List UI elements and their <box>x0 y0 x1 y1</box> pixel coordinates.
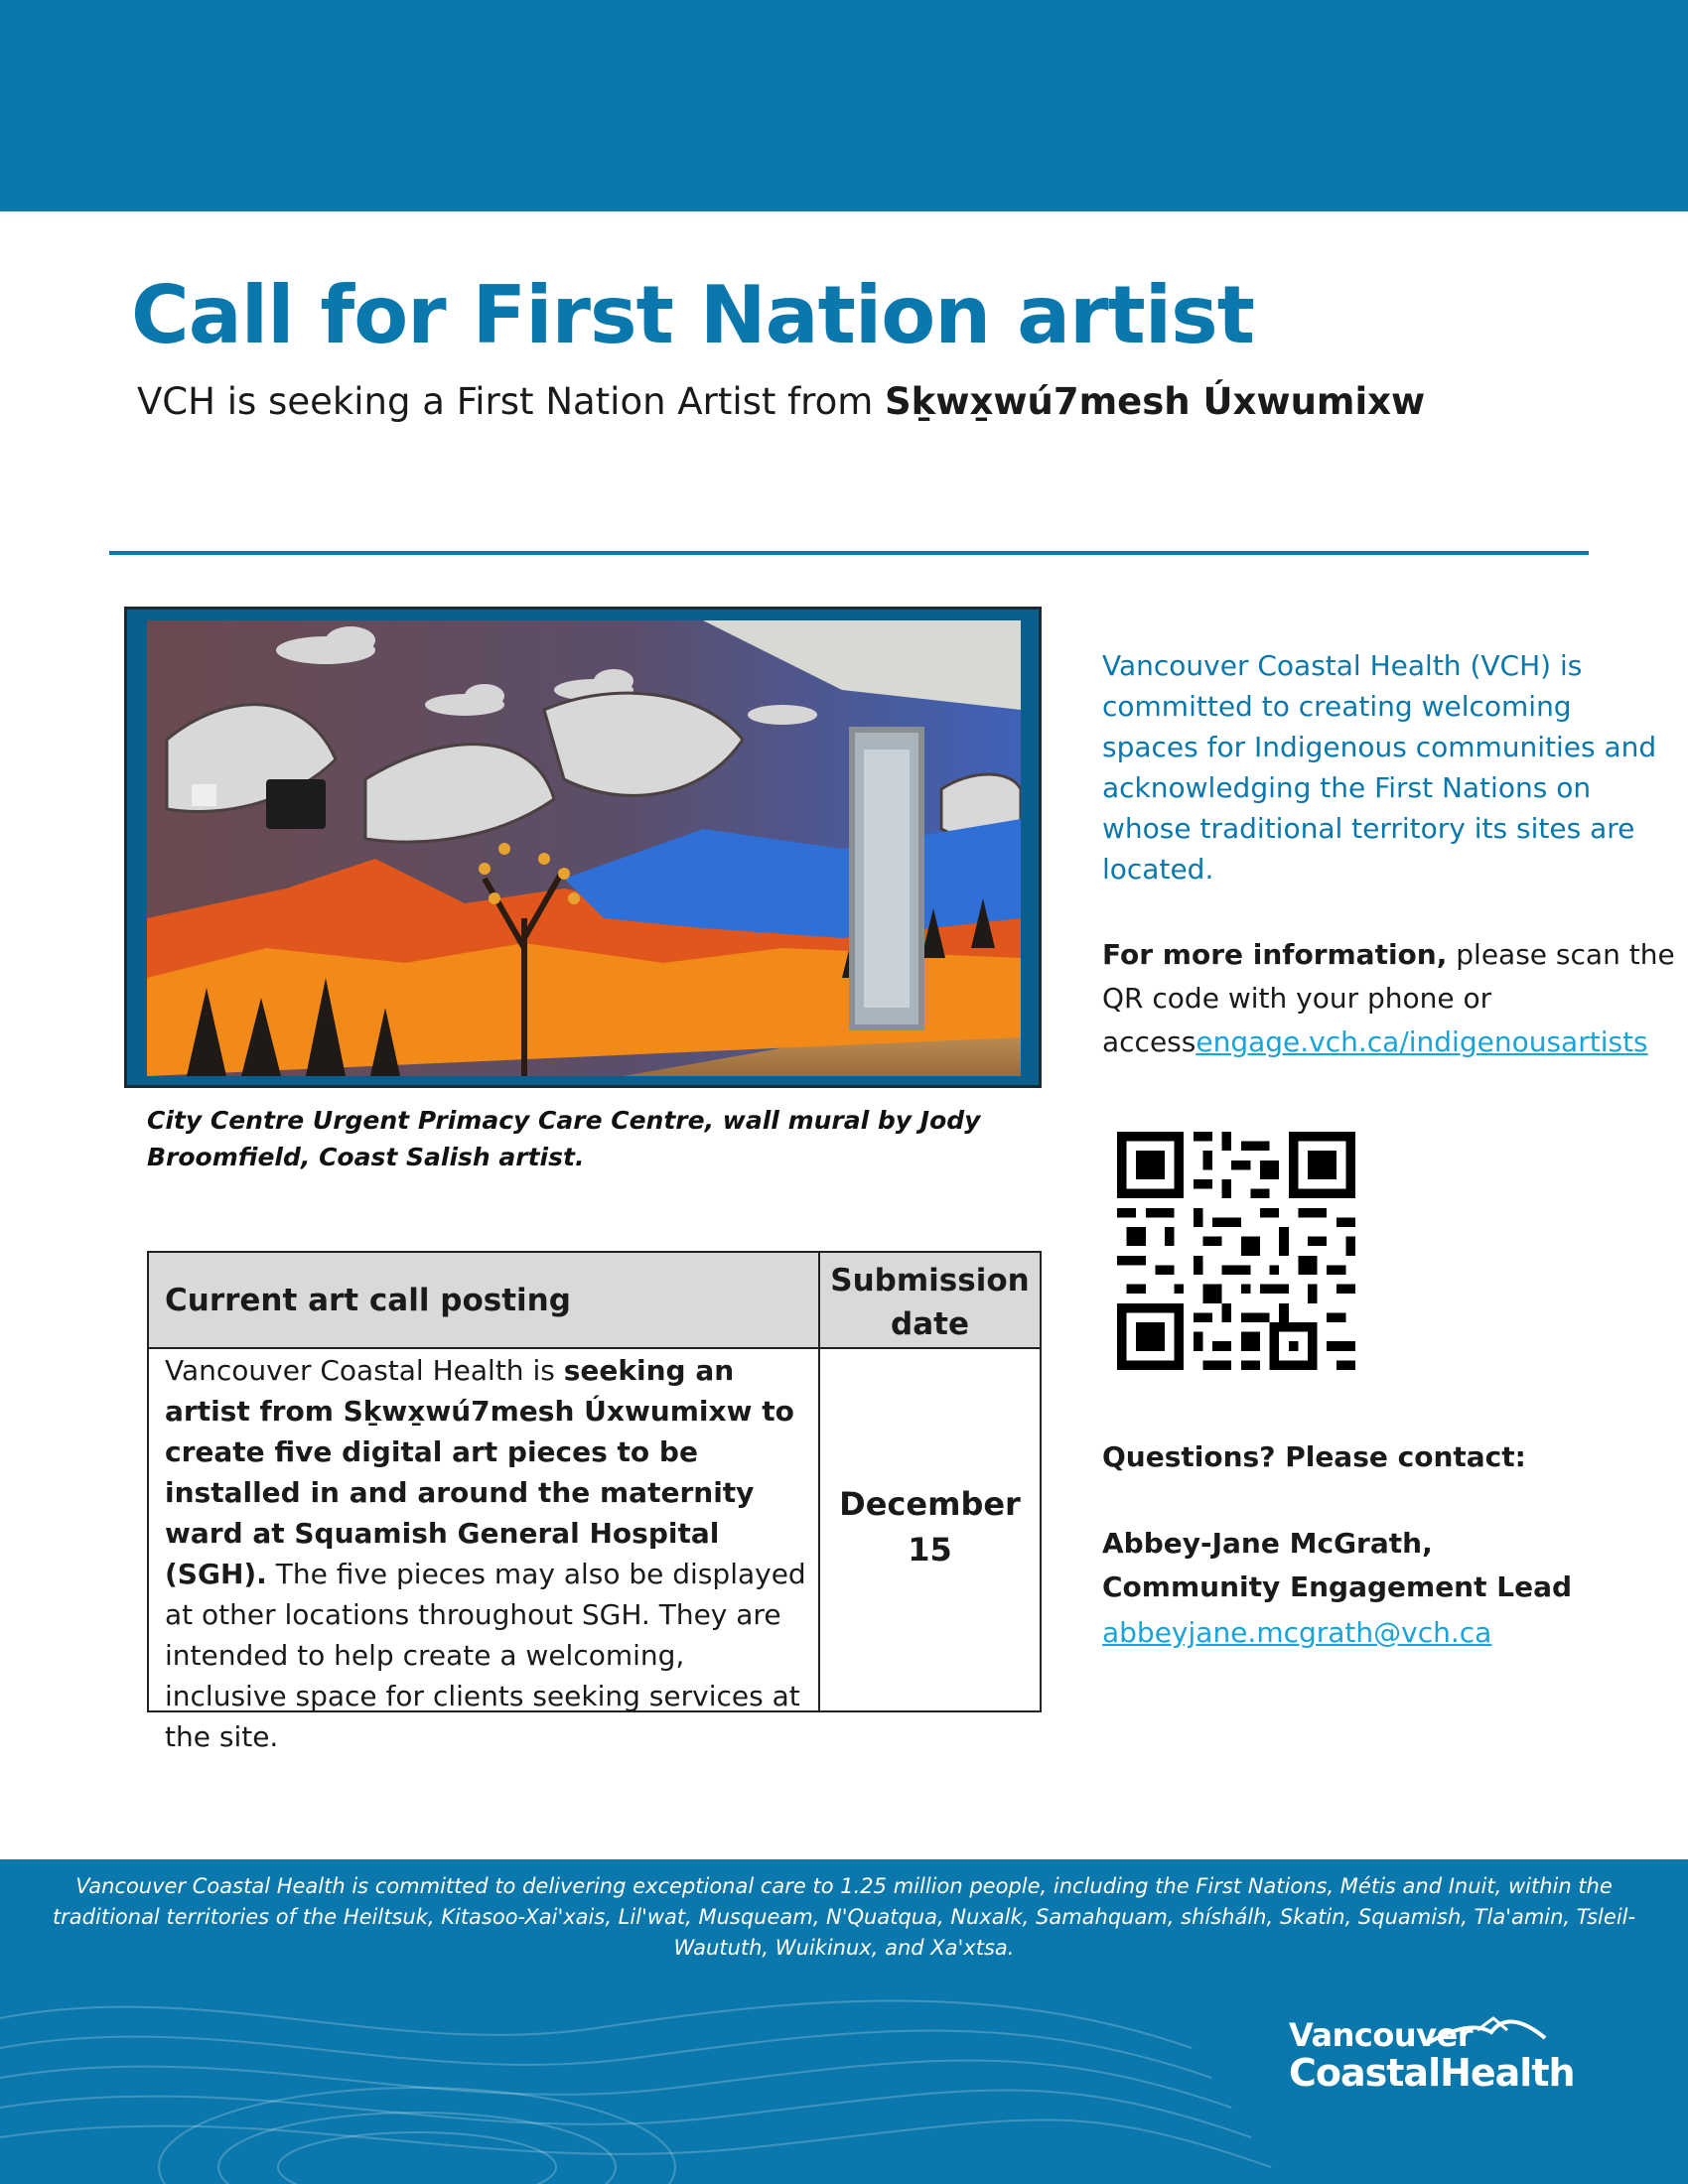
logo-line-1: Vancouver <box>1289 2016 1473 2054</box>
art-call-table <box>147 1251 1042 1753</box>
subtitle-nation: Sḵwx̱wú7mesh Úxwumixw <box>885 380 1426 423</box>
posting-bold: seeking an artist from Sḵwx̱wú7mesh Úxwumixw to create five digital art pieces to be installed in and around the maternity ward at Squamish General Hospital (SGH). <box>165 1354 794 1590</box>
top-banner <box>0 0 1688 211</box>
mural-image <box>147 620 1021 1076</box>
contact-name: Abbey-Jane McGrath, Community Engagement Lead <box>1102 1527 1573 1603</box>
qr-code[interactable] <box>1117 1132 1355 1370</box>
contact-email-link[interactable]: abbeyjane.mcgrath@vch.ca <box>1102 1616 1492 1649</box>
vch-logo <box>1289 2018 1575 2094</box>
logo-line-2: CoastalHealth <box>1289 2051 1575 2095</box>
mural-caption: City Centre Urgent Primacy Care Centre, wall mural by Jody Broomfield, Coast Salish artist. <box>147 1106 981 1171</box>
engage-link[interactable]: engage.vch.ca/indigenousartists <box>1196 1025 1648 1058</box>
posting-rest: The five pieces may also be displayed at other locations throughout SGH. They are intended to help create a welcoming, inclusive space for clients seeking services at the site. <box>165 1558 806 1753</box>
page-subtitle <box>137 377 1425 427</box>
mural-photo <box>124 607 1042 1088</box>
table-cell-posting <box>165 1350 810 1757</box>
divider-rule <box>109 551 1589 555</box>
more-info-body: please scan the QR code with your phone or access <box>1102 938 1675 1058</box>
table-header-posting: Current art call posting <box>165 1283 571 1318</box>
vch-intro-text: Vancouver Coastal Health (VCH) is committed to creating welcoming spaces for Indigenous communities and acknowledging the First Nations on whose traditional territory its sites are located. <box>1102 649 1657 886</box>
mountain-logo-icon <box>1428 2012 1547 2052</box>
page-title: Call for First Nation artist <box>131 269 1255 361</box>
more-info-bold: For more information, <box>1102 938 1448 971</box>
table-cell-date: December 15 <box>839 1485 1021 1569</box>
questions-heading: Questions? Please contact: <box>1102 1440 1526 1473</box>
subtitle-prefix: VCH is seeking a First Nation Artist from <box>137 380 886 423</box>
table-header-date: Submission date <box>830 1263 1030 1342</box>
more-info-text <box>1102 933 1678 1064</box>
posting-intro: Vancouver Coastal Health is <box>165 1354 564 1387</box>
footer-band <box>0 1859 1688 2184</box>
footer-territory-statement: Vancouver Coastal Health is committed to delivering exceptional care to 1.25 million people, including the First Nations, Métis and Inuit, within the traditional territories of the Heiltsuk, Kitasoo-Xai'xais, Lil'wat, Musqueam, N'Quatqua, Nuxalk, Samahquam, shíshálh, Skatin, Squamish, Tla'amin, Tsleil-Waututh, Wuikinux, and Xa'xtsa. <box>52 1874 1636 1960</box>
